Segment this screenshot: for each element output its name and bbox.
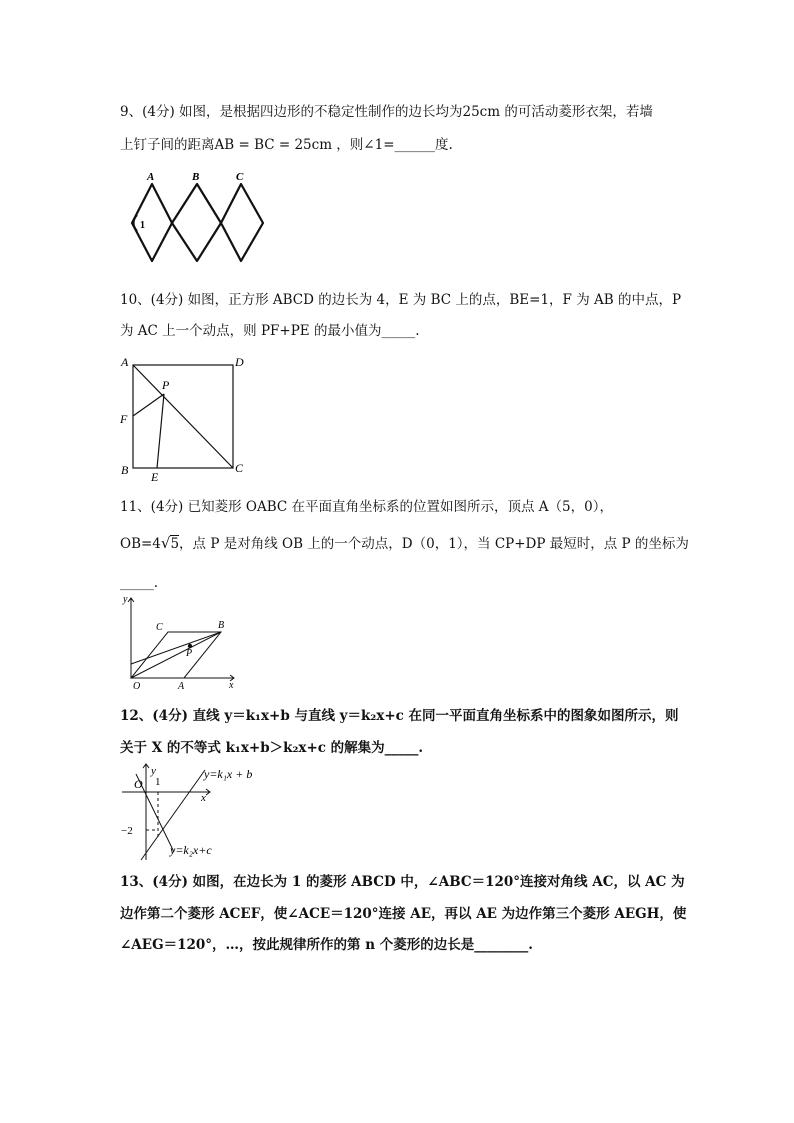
q10-label-b: B: [121, 463, 129, 477]
q9-label-c: C: [236, 171, 244, 183]
q11-rhombus-figure: [118, 592, 243, 692]
q12-text-line1: 12、(4分) 直线 y＝k₁x+b 与直线 y＝k₂x+c 在同一平面直角坐标系中的图象如图所示，则: [120, 708, 679, 724]
q10-label-c: C: [235, 461, 244, 475]
q9-label-b: B: [192, 171, 200, 183]
q11-label-c: C: [156, 622, 163, 633]
q11-axis-x: x: [229, 680, 234, 691]
q11-axis-y: y: [123, 594, 128, 605]
q11-text-line1: 11、(4分) 已知菱形 OABC 在平面直角坐标系的位置如图所示，顶点 A（5，0），: [120, 499, 613, 515]
q10-label-f: F: [120, 412, 128, 426]
q10-label-d: D: [235, 355, 244, 369]
q10-label-a: A: [121, 355, 129, 369]
q11-label-a: A: [178, 681, 185, 692]
q11-text-rest: ，点 P 是对角线 OB 上的一个动点，D（0，1），当 CP+DP 最短时，点 P 的坐标为: [179, 536, 689, 552]
q11-sqrt-radicand: 5: [170, 536, 180, 552]
q11-label-b: B: [218, 620, 225, 631]
q11-text-line2: [120, 534, 689, 553]
q9-angle-label: 1: [140, 220, 145, 231]
q9-text-line2: 上钉子间的距离AB = BC = 25cm ，则∠1=______度.: [120, 137, 453, 153]
q11-label-o: O: [133, 681, 141, 692]
q12-tick-minus2: −2: [121, 825, 133, 837]
q10-label-p: P: [162, 378, 170, 392]
q10-text-line2: 为 AC 上一个动点，则 PF+PE 的最小值为_____.: [120, 323, 420, 339]
q12-tick-1: 1: [155, 776, 161, 788]
q10-text-line1: 10、(4分) 如图，正方形 ABCD 的边长为 4，E 为 BC 上的点，BE=1，F 为 AB 的中点，P: [120, 292, 682, 308]
q12-axis-y: y: [151, 765, 156, 777]
q10-square-figure: [115, 350, 255, 485]
q12-lines-figure: [118, 760, 268, 864]
q12-text-line2: 关于 X 的不等式 k₁x+b＞k₂x+c 的解集为_____.: [120, 740, 424, 756]
q12-label-o: O: [134, 777, 143, 791]
q13-text-line2: 边作第二个菱形 ACEF，使∠ACE＝120°连接 AE，再以 AE 为边作第三个菱形 AEGH，使: [120, 906, 687, 922]
q9-label-a: A: [147, 171, 155, 183]
q12-line1-label: y=k₁x + b: [204, 767, 253, 781]
q11-text-line3: _____.: [120, 575, 159, 591]
q10-label-e: E: [151, 470, 159, 484]
q12-axis-x: x: [201, 792, 206, 804]
q12-line2-label: y=k₂x+c: [170, 843, 212, 857]
q13-text-line3: ∠AEG＝120°，…，按此规律所作的第 n 个菱形的边长是________.: [120, 937, 533, 953]
q11-sqrt-sign: √: [160, 534, 171, 552]
q11-ob-prefix: OB=4: [120, 536, 161, 552]
q11-label-p: P: [186, 648, 193, 659]
q9-hanger-figure: [120, 168, 270, 268]
q9-text-line1: 9、(4分) 如图，是根据四边形的不稳定性制作的边长均为25cm 的可活动菱形衣架，若墙: [120, 104, 653, 120]
q13-text-line1: 13、(4分) 如图，在边长为 1 的菱形 ABCD 中，∠ABC＝120°连接对角线 AC，以 AC 为: [120, 874, 685, 890]
